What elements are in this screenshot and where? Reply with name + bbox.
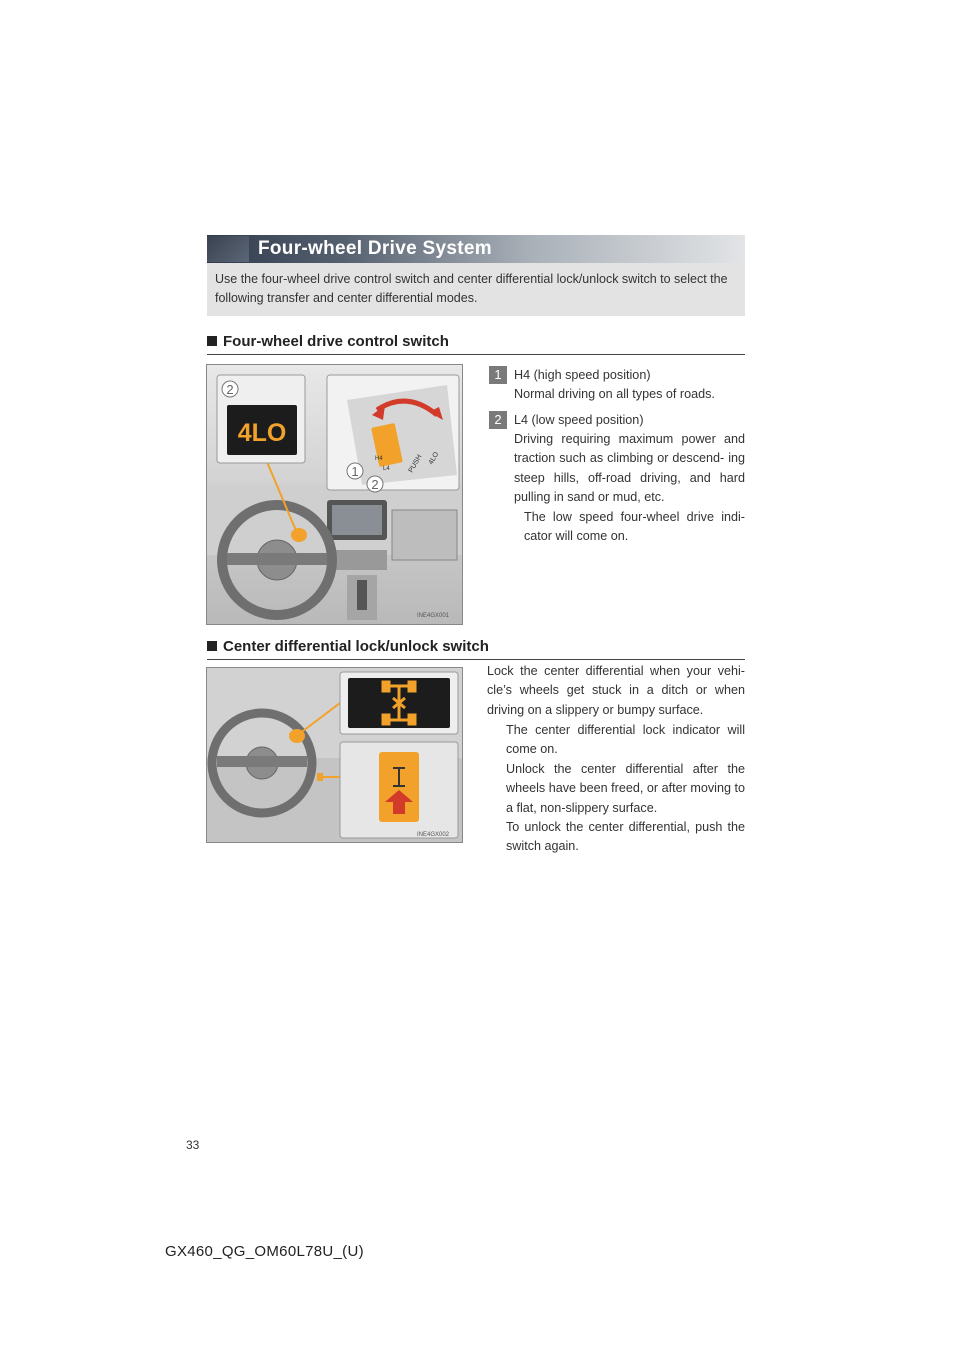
document-code: GX460_QG_OM60L78U_(U)	[165, 1243, 364, 1260]
switch-label-4lo: 4LO	[427, 451, 441, 466]
item-number-1: 1	[489, 366, 507, 384]
square-bullet-icon	[207, 641, 217, 651]
item-number-2: 2	[489, 411, 507, 429]
callout-2-top: 2	[226, 382, 234, 397]
switch-label-h4: H4	[375, 456, 383, 462]
section-title: Four-wheel drive control switch	[223, 333, 449, 350]
item-2-desc: Driving requiring maximum power and traction such as climbing or descend- ing steep hills, off-road driving, and hard pulling in sand or mud, etc.	[514, 432, 745, 504]
section-heading-4wd-switch	[207, 333, 745, 355]
page-title: Four-wheel Drive System	[258, 238, 492, 259]
indicator-4lo-text: 4LO	[237, 419, 287, 447]
square-bullet-icon	[207, 336, 217, 346]
section-heading-center-diff	[207, 638, 745, 660]
item-1-title: H4 (high speed position)	[514, 368, 651, 382]
dashboard-illustration-1	[207, 365, 462, 624]
section2-intro: Lock the center differential when your vehi- cle’s wheels get stuck in a ditch or when driving on a slippery or bumpy surface.	[487, 664, 745, 717]
switch-label-push: PUSH	[407, 453, 424, 474]
item-1-desc: Normal driving on all types of roads.	[514, 387, 715, 401]
page-number: 33	[186, 1138, 200, 1152]
header-description: Use the four-wheel drive control switch and center differential lock/unlock switch to select the following transfer and center differential modes.	[215, 272, 728, 305]
figure-4wd-control-switch	[206, 364, 463, 625]
figure-code: INE4GX001	[417, 613, 450, 619]
dashboard-illustration-2	[207, 668, 462, 842]
callout-2: 2	[371, 477, 379, 492]
figure-center-diff-switch	[206, 667, 463, 843]
section2-note-3: To unlock the center differential, push the switch again.	[506, 820, 745, 854]
section2-note-1: The center differential lock indicator will come on.	[506, 723, 745, 757]
switch-label-l4: L4	[383, 466, 390, 472]
section-title: Center differential lock/unlock switch	[223, 638, 489, 655]
item-2-title: L4 (low speed position)	[514, 413, 644, 427]
item-2-note: The low speed four-wheel drive indi- cator will come on.	[524, 510, 745, 544]
callout-1: 1	[351, 464, 359, 479]
section2-note-2: Unlock the center differential after the wheels have been freed, or after moving to a flat, non-slippery surface.	[506, 762, 745, 815]
figure-code: INE4GX002	[417, 832, 450, 838]
header-icon	[207, 236, 249, 262]
